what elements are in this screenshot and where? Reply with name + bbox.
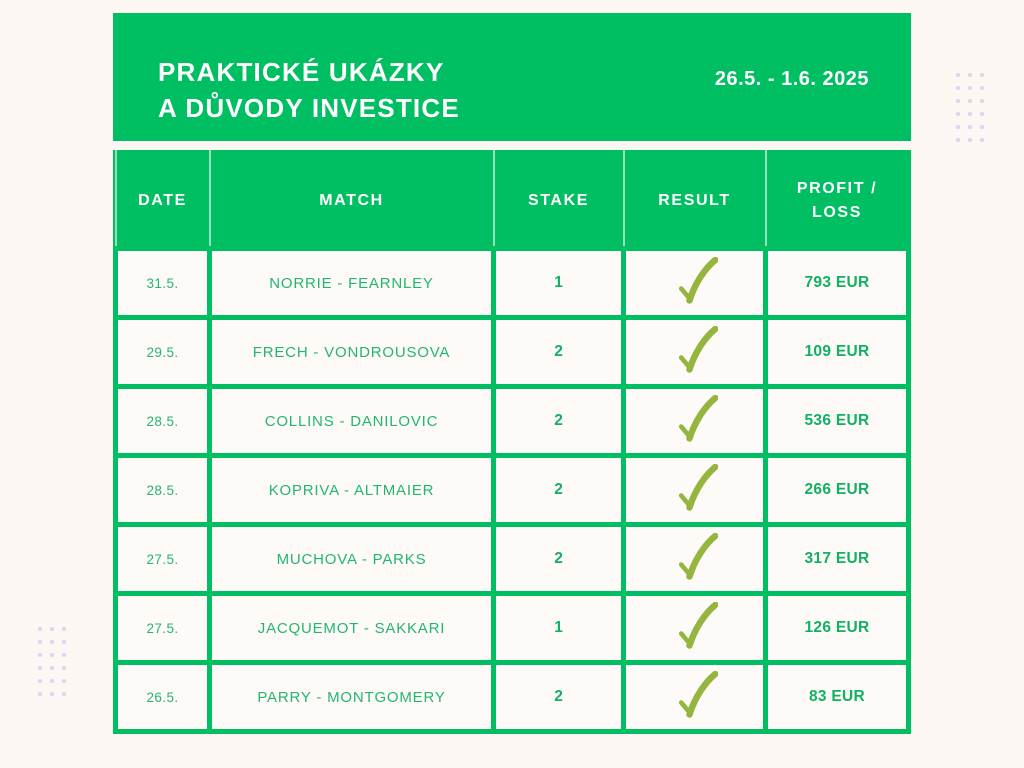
column-header-result: RESULT [626,155,763,246]
table-cell-profit: 266 EUR [768,458,906,522]
table-cell-stake: 2 [496,665,621,729]
table-cell-date: 27.5. [118,596,207,660]
table-cell-profit: 126 EUR [768,596,906,660]
dots-decoration-icon [956,73,984,142]
table-cell-stake: 2 [496,527,621,591]
table-cell-match: COLLINS - DANILOVIC [212,389,491,453]
table-cell-date: 26.5. [118,665,207,729]
checkmark-icon [672,257,718,309]
page-title [158,54,460,126]
results-table [113,150,911,734]
table-cell-profit: 83 EUR [768,665,906,729]
page-title-line1: PRAKTICKÉ UKÁZKY [158,57,445,87]
column-header-date: DATE [118,155,207,246]
table-cell-match: MUCHOVA - PARKS [212,527,491,591]
table-cell-match: FRECH - VONDROUSOVA [212,320,491,384]
table-cell-match: PARRY - MONTGOMERY [212,665,491,729]
table-cell-result [626,665,763,729]
table-cell-result [626,320,763,384]
table-cell-result [626,527,763,591]
table-cell-stake: 2 [496,320,621,384]
column-header-stake: STAKE [496,155,621,246]
table-cell-match: JACQUEMOT - SAKKARI [212,596,491,660]
header-banner [113,13,911,141]
checkmark-icon [672,395,718,447]
table-cell-date: 31.5. [118,251,207,315]
table-cell-stake: 2 [496,458,621,522]
page-title-line2: A DŮVODY INVESTICE [158,93,460,123]
dots-decoration-icon [38,627,66,696]
table-cell-result [626,596,763,660]
table-cell-result [626,251,763,315]
table-cell-profit: 536 EUR [768,389,906,453]
checkmark-icon [672,464,718,516]
table-cell-stake: 1 [496,251,621,315]
table-cell-profit: 317 EUR [768,527,906,591]
table-cell-match: KOPRIVA - ALTMAIER [212,458,491,522]
checkmark-icon [672,602,718,654]
table-cell-date: 29.5. [118,320,207,384]
table-cell-profit: 793 EUR [768,251,906,315]
table-cell-match: NORRIE - FEARNLEY [212,251,491,315]
table-cell-date: 28.5. [118,389,207,453]
table-cell-result [626,458,763,522]
table-cell-date: 27.5. [118,527,207,591]
table-cell-date: 28.5. [118,458,207,522]
date-range: 26.5. - 1.6. 2025 [714,68,869,90]
table-cell-stake: 2 [496,389,621,453]
column-header-match: MATCH [212,155,491,246]
table-cell-stake: 1 [496,596,621,660]
checkmark-icon [672,326,718,378]
table-cell-result [626,389,763,453]
checkmark-icon [672,671,718,723]
checkmark-icon [672,533,718,585]
table-cell-profit: 109 EUR [768,320,906,384]
column-header-profit-loss: PROFIT / LOSS [796,179,878,221]
